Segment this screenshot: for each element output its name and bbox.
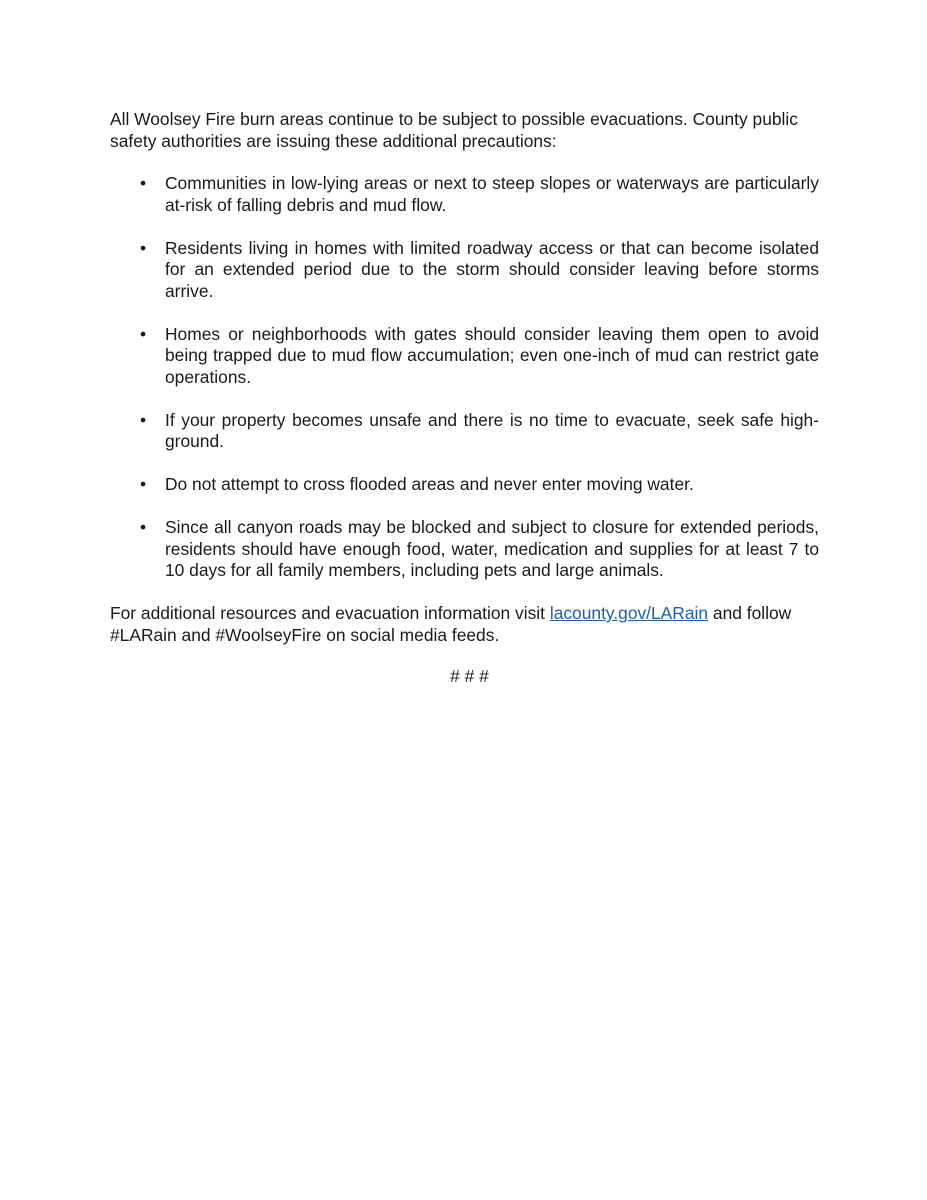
list-item — [110, 517, 819, 582]
closing-text-before: For additional resources and evacuation information visit — [110, 603, 550, 623]
list-item-text: Communities in low-lying areas or next to steep slopes or waterways are particularly at-risk of falling debris and mud flow. — [165, 173, 819, 215]
closing-paragraph — [110, 603, 819, 646]
bullet-icon: • — [140, 517, 147, 537]
list-item-text: If your property becomes unsafe and there is no time to evacuate, seek safe high-ground. — [165, 409, 819, 451]
list-item-text: Do not attempt to cross flooded areas and never enter moving water. — [165, 474, 694, 494]
bullet-icon: • — [140, 409, 147, 430]
bullet-icon: • — [140, 474, 147, 494]
list-item-text: Residents living in homes with limited roadway access or that can become isolated for an extended period due to the storm should consider leaving before storms arrive. — [165, 237, 819, 301]
list-item — [110, 238, 819, 303]
list-item — [110, 410, 819, 453]
document-body — [110, 109, 819, 688]
list-item — [110, 173, 819, 216]
bullet-icon: • — [140, 173, 147, 193]
list-item — [110, 324, 819, 389]
bullet-icon: • — [140, 237, 147, 258]
end-mark: # # # — [450, 666, 489, 686]
list-item-text: Homes or neighborhoods with gates should consider leaving them open to avoid being trapped due to mud flow accumulation; even one-inch of mud can restrict gate operations. — [165, 323, 819, 387]
closing-text-after: and follow #LARain and #WoolseyFire on social media feeds. — [110, 603, 792, 645]
precautions-list — [110, 173, 819, 582]
list-item-text: Since all canyon roads may be blocked and subject to closure for extended periods, residents should have enough food, water, medication and supplies for at least 7 to 10 days for all family members, including pets and large animals. — [165, 517, 819, 580]
bullet-icon: • — [140, 323, 147, 344]
list-item — [110, 474, 819, 496]
intro-paragraph: All Woolsey Fire burn areas continue to be subject to possible evacuations. County public safety authorities are issuing these additional precautions: — [110, 109, 798, 151]
lacounty-rain-link[interactable]: lacounty.gov/LARain — [549, 603, 709, 623]
